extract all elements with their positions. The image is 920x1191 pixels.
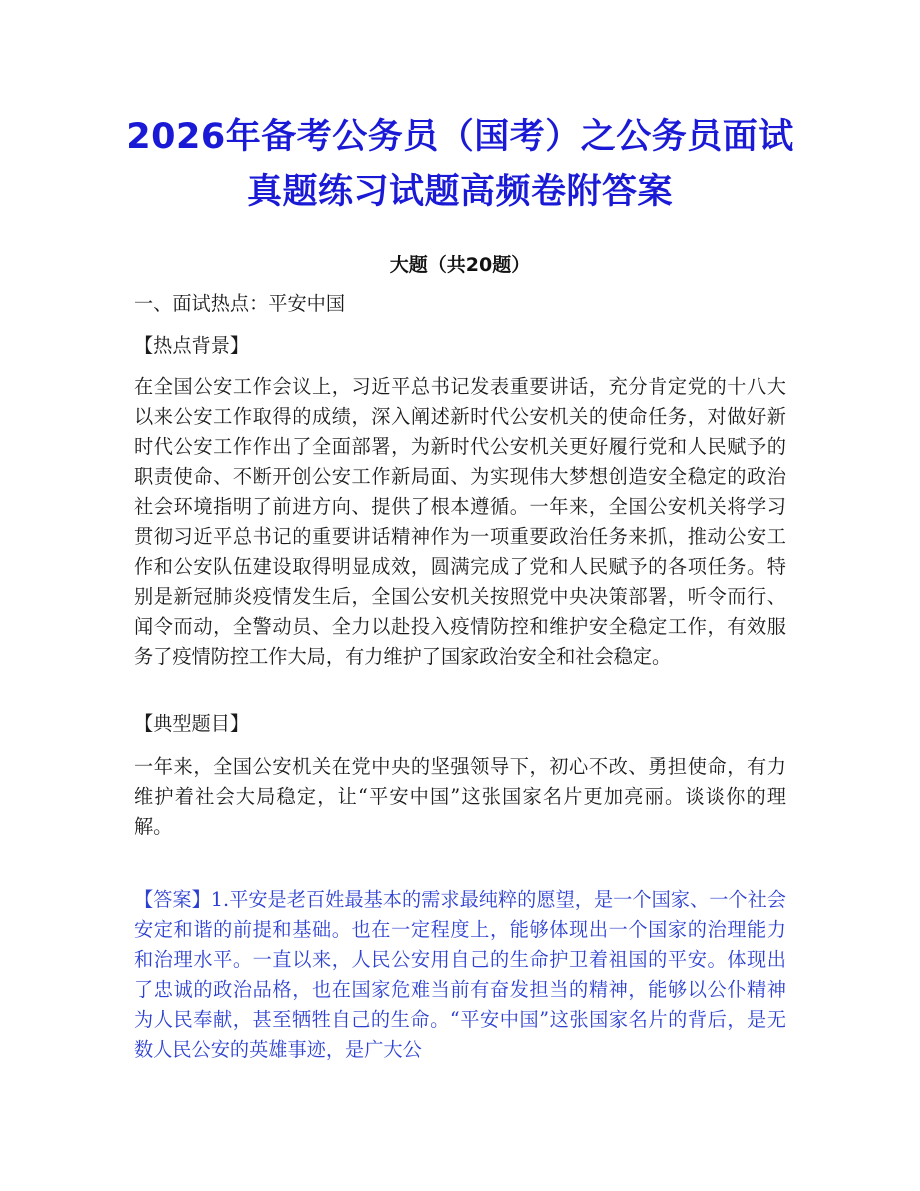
section-heading: 一、面试热点：平安中国 [134, 292, 346, 315]
background-paragraph: 在全国公安工作会议上，习近平总书记发表重要讲话，充分肯定党的十八大以来公安工作取得的成绩，深入阐述新时代公安机关的使命任务，对做好新时代公安工作作出了全面部署，为新时代公安机关更好履行党和人民赋予的职责使命、不断开创公安工作新局面、为实现伟大梦想创造安全稳定的政治社会环境指明了前进方向、提供了根本遵循。一年来，全国公安机关将学习贯彻习近平总书记的重要讲话精神作为一项重要政治任务来抓，推动公安工作和公安队伍建设取得明显成效，圆满完成了党和人民赋予的各项任务。特别是新冠肺炎疫情发生后，全国公安机关按照党中央决策部署，听令而行、闻令而动，全警动员、全力以赴投入疫情防控和维护安全稳定工作，有效服务了疫情防控工作大局，有力维护了国家政治安全和社会稳定。 [134, 375, 786, 668]
question-paragraph: 一年来，全国公安机关在党中央的坚强领导下，初心不改、勇担使命，有力维护着社会大局稳定，让“平安中国”这张国家名片更加亮丽。谈谈你的理解。 [134, 755, 786, 838]
background-heading: 【热点背景】 [134, 334, 250, 357]
question-heading: 【典型题目】 [134, 712, 250, 735]
answer-paragraph: 【答案】1.平安是老百姓最基本的需求最纯粹的愿望，是一个国家、一个社会安定和谐的前提和基础。也在一定程度上，能够体现出一个国家的治理能力和治理水平。一直以来，人民公安用自己的生命护卫着祖国的平安。体现出了忠诚的政治品格，也在国家危难当前有奋发担当的精神，能够以公仆精神为人民奉献，甚至牺牲自己的生命。“平安中国”这张国家名片的背后，是无数人民公安的英雄事迹，是广大公 [134, 888, 786, 1061]
document-title: 2026年备考公务员（国考）之公务员面试真题练习试题高频卷附答案 [126, 117, 794, 212]
section-subtitle: 大题（共20题） [389, 254, 531, 276]
